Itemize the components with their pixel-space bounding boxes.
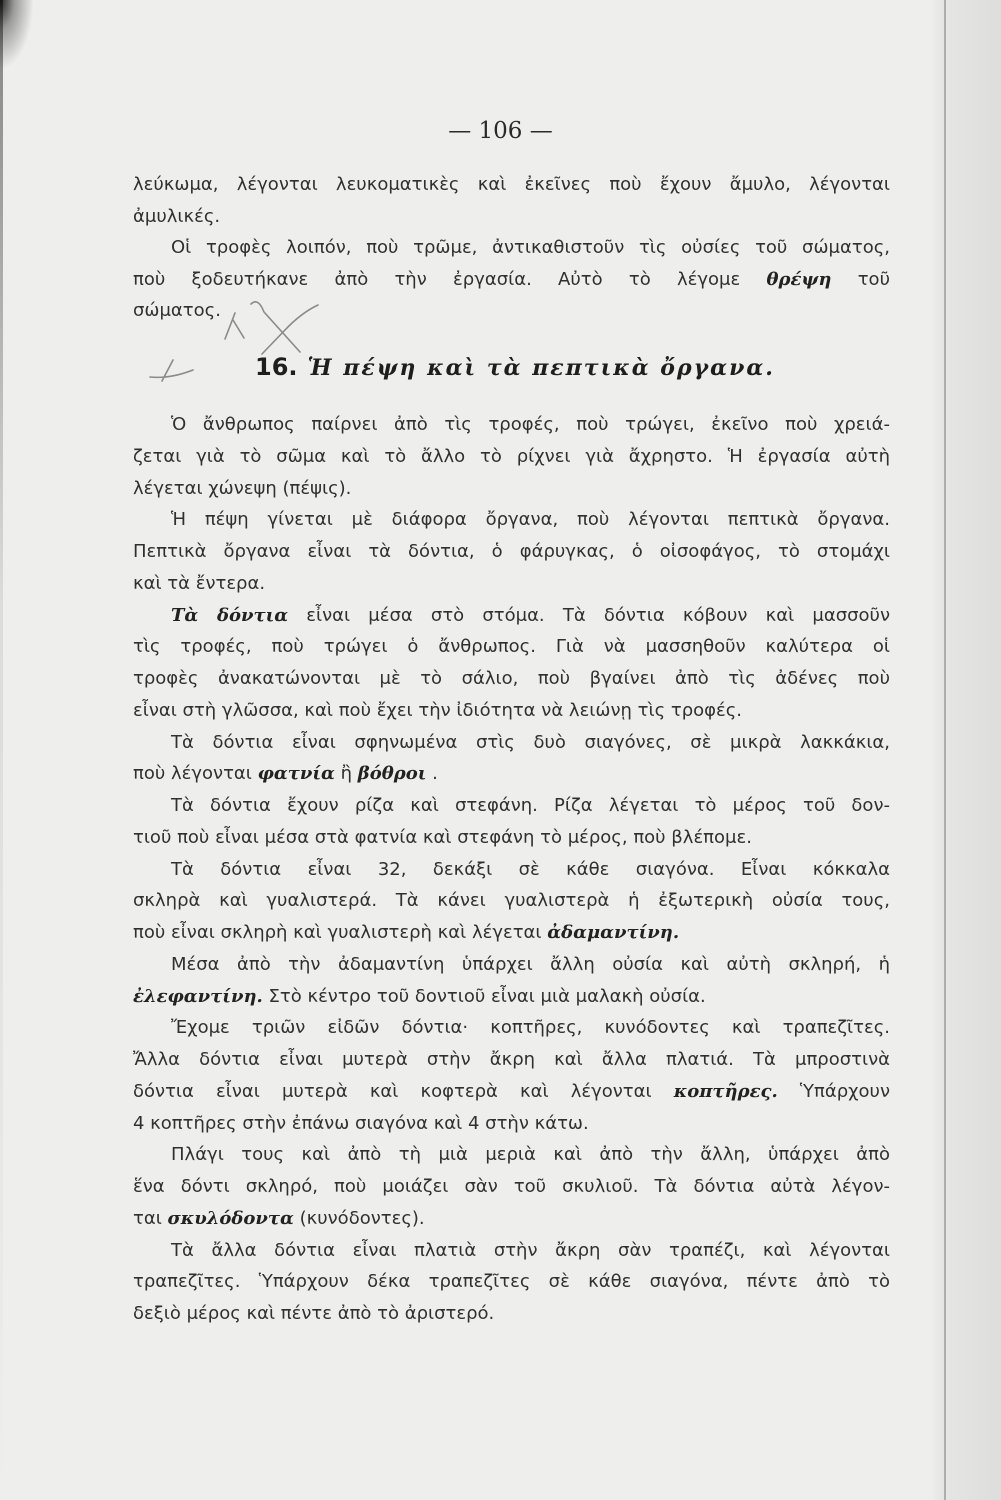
text-line (133, 758, 890, 790)
text-line (133, 473, 890, 505)
emphasized-term: σκυλόδοντα (167, 1207, 294, 1229)
section-title: Ἡ πέψη καὶ τὰ πεπτικὰ ὄργανα. (307, 355, 775, 381)
paragraph (133, 727, 890, 791)
text-run: τραπεζῖτες. Ὑπάρχουν δέκα τραπεζῖτες σὲ κάθε σιαγόνα, πέντε ἀπὸ τὸ (133, 1271, 890, 1293)
text-line (133, 441, 890, 473)
page-edge-shadow (930, 0, 1001, 1500)
text-run: ποὺ εἶναι σκληρὴ καὶ γυαλιστερὴ καὶ λέγεται (133, 922, 548, 943)
text-line (133, 504, 890, 536)
text-line (133, 790, 890, 822)
emphasized-term: ἐλεφαντίνη. (133, 985, 263, 1007)
scan-corner-shadow (0, 0, 34, 70)
text-line (133, 1235, 890, 1267)
text-run: Τὰ ἄλλα δόντια εἶναι πλατιὰ στὴν ἄκρη σὰν τραπέζι, καὶ λέγονται (171, 1239, 890, 1261)
paragraph (133, 169, 890, 232)
text-line (133, 981, 890, 1013)
text-line (133, 1298, 890, 1330)
text-run: εἶναι στὴ γλῶσσα, καὶ ποὺ ἔχει τὴν ἰδιότητα νὰ λειώνῃ τὶς τροφές. (133, 699, 743, 721)
text-run: ποὺ ξοδευτήκανε ἀπὸ τὴν ἐργασία. Αὐτὸ τὸ λέγομε (133, 268, 767, 290)
text-line (133, 1266, 890, 1298)
text-run: ἀμυλικές. (133, 205, 221, 227)
text-run: ἢ (334, 763, 358, 785)
text-run: Ὑπάρχουν (777, 1080, 890, 1102)
text-run: Ἡ πέψη γίνεται μὲ διάφορα ὄργανα, ποὺ λέγονται πεπτικὰ ὄργανα. (171, 509, 890, 531)
text-line (133, 409, 890, 441)
emphasized-term: φατνία (257, 763, 335, 785)
emphasized-term: κοπτῆρες. (673, 1080, 778, 1102)
emphasized-term: Τὰ δόντια (171, 604, 289, 626)
text-line (133, 1203, 890, 1235)
emphasized-term: βόθροι (357, 763, 427, 785)
text-run: καὶ τὰ ἔντερα. (133, 572, 266, 594)
text-run: Τὰ δόντια εἶναι 32, δεκάξι σὲ κάθε σιαγόνα. Εἶναι κόκκαλα (171, 858, 890, 880)
text-run: τιοῦ ποὺ εἶναι μέσα στὰ φατνία καὶ στεφάνη τὸ μέρος, ποὺ βλέπομε. (133, 826, 752, 848)
paragraph (133, 949, 890, 1013)
paragraph (133, 1012, 890, 1139)
paragraph (133, 600, 890, 727)
emphasized-term: θρέψη (766, 268, 832, 290)
text-run: Μέσα ἀπὸ τὴν ἀδαμαντίνη ὑπάρχει ἄλλη οὐσία καὶ αὐτὴ σκληρή, ἡ (171, 953, 890, 975)
text-run: Ἔχομε τριῶν εἰδῶν δόντια· κοπτῆρες, κυνόδοντες καὶ τραπεζῖτες. (171, 1017, 890, 1039)
text-run: λεύκωμα, λέγονται λευκοματικὲς καὶ ἐκεῖνες ποὺ ἔχουν ἄμυλο, λέγονται (133, 174, 890, 195)
text-run: Ἄλλα δόντια εἶναι μυτερὰ στὴν ἄκρη καὶ ἄλλα πλατιά. Τὰ μπροστινὰ (133, 1049, 890, 1070)
text-line (133, 295, 890, 327)
text-run: ζεται γιὰ τὸ σῶμα καὶ τὸ ἄλλο τὸ ρίχνει γιὰ ἄχρηστο. Ἡ ἐργασία αὐτὴ (133, 445, 890, 467)
text-run: Πεπτικὰ ὄργανα εἶναι τὰ δόντια, ὁ φάρυγκας, ὁ οἰσοφάγος, τὸ στομάχι (133, 541, 890, 562)
paragraph (133, 504, 890, 599)
text-line (133, 1012, 890, 1044)
text-run: Στὸ κέντρο τοῦ δοντιοῦ εἶναι μιὰ μαλακὴ οὐσία. (262, 985, 706, 1007)
text-before-heading (133, 169, 890, 327)
text-line (133, 885, 890, 917)
text-run: Ὁ ἄνθρωπος παίρνει ἀπὸ τὶς τροφές, ποὺ τρώγει, ἐκεῖνο ποὺ χρειά- (171, 414, 890, 435)
emphasized-term: ἀδαμαντίνη. (547, 922, 680, 943)
section-heading (255, 347, 775, 387)
text-line (133, 1171, 890, 1203)
text-run: δόντια εἶναι μυτερὰ καὶ κοφτερὰ καὶ λέγονται (133, 1080, 674, 1102)
text-line (133, 264, 890, 296)
text-line (133, 600, 890, 632)
text-line (133, 536, 890, 568)
text-run: τὶς τροφές, ποὺ τρώγει ὁ ἄνθρωπος. Γιὰ νὰ μασσηθοῦν καλύτερα οἱ (133, 636, 890, 658)
paragraph (133, 854, 890, 949)
paragraph (133, 409, 890, 504)
text-run: Τὰ δόντια ἔχουν ρίζα καὶ στεφάνη. Ρίζα λέγεται τὸ μέρος τοῦ δον- (171, 795, 890, 816)
text-run: ται (133, 1207, 168, 1229)
text-after-heading (133, 409, 890, 1330)
text-line (133, 854, 890, 886)
text-run: εἶναι μέσα στὸ στόμα. Τὰ δόντια κόβουν καὶ μασσοῦν (288, 604, 890, 626)
text-line (133, 727, 890, 759)
text-line (133, 822, 890, 854)
text-run: ποὺ λέγονται (133, 763, 258, 785)
text-run: Οἱ τροφὲς λοιπόν, ποὺ τρῶμε, ἀντικαθιστοῦν τὶς οὐσίες τοῦ σώματος, (171, 237, 890, 258)
text-line (133, 201, 890, 233)
section-number: 16. (255, 353, 298, 381)
text-line (133, 1139, 890, 1171)
text-run: σώματος. (133, 300, 221, 321)
paragraph (133, 1235, 890, 1330)
text-line (133, 631, 890, 663)
text-run: 4 κοπτῆρες στὴν ἐπάνω σιαγόνα καὶ 4 στὴν κάτω. (133, 1112, 589, 1134)
text-line (133, 169, 890, 201)
text-line (133, 949, 890, 981)
text-line (133, 695, 890, 727)
text-run: τροφὲς ἀνακατώνονται μὲ τὸ σάλιο, ποὺ βγαίνει ἀπὸ τὶς ἀδένες ποὺ (133, 668, 890, 689)
text-run: Τὰ δόντια εἶναι σφηνωμένα στὶς δυὸ σιαγόνες, σὲ μικρὰ λακκάκια, (171, 731, 890, 753)
text-line (133, 232, 890, 264)
paragraph (133, 1139, 890, 1234)
page-number: — 106 — (448, 118, 553, 144)
text-line (133, 568, 890, 600)
text-run: ἕνα δόντι σκληρό, ποὺ μοιάζει σὰν τοῦ σκυλιοῦ. Τὰ δόντια αὐτὰ λέγον- (133, 1176, 890, 1197)
text-line (133, 1076, 890, 1108)
paragraph (133, 232, 890, 327)
text-run: δεξιὸ μέρος καὶ πέντε ἀπὸ τὸ ἀριστερό. (133, 1303, 495, 1324)
paragraph (133, 790, 890, 854)
text-run: σκληρὰ καὶ γυαλιστερά. Τὰ κάνει γυαλιστερὰ ἡ ἐξωτερικὴ οὐσία τους, (133, 890, 890, 912)
text-run: λέγεται χώνεψη (πέψις). (133, 477, 352, 499)
text-line (133, 663, 890, 695)
scan-left-edge (0, 0, 3, 1500)
text-line (133, 1108, 890, 1140)
text-run: . (426, 763, 438, 785)
text-run: (κυνόδοντες). (293, 1207, 425, 1229)
text-line (133, 917, 890, 949)
page-fold-line (944, 0, 946, 1500)
text-line (133, 1044, 890, 1076)
pencil-margin-mark (150, 360, 193, 381)
text-run: τοῦ (831, 268, 890, 290)
text-run: Πλάγι τους καὶ ἀπὸ τὴ μιὰ μεριὰ καὶ ἀπὸ τὴν ἄλλη, ὑπάρχει ἀπὸ (171, 1144, 890, 1166)
